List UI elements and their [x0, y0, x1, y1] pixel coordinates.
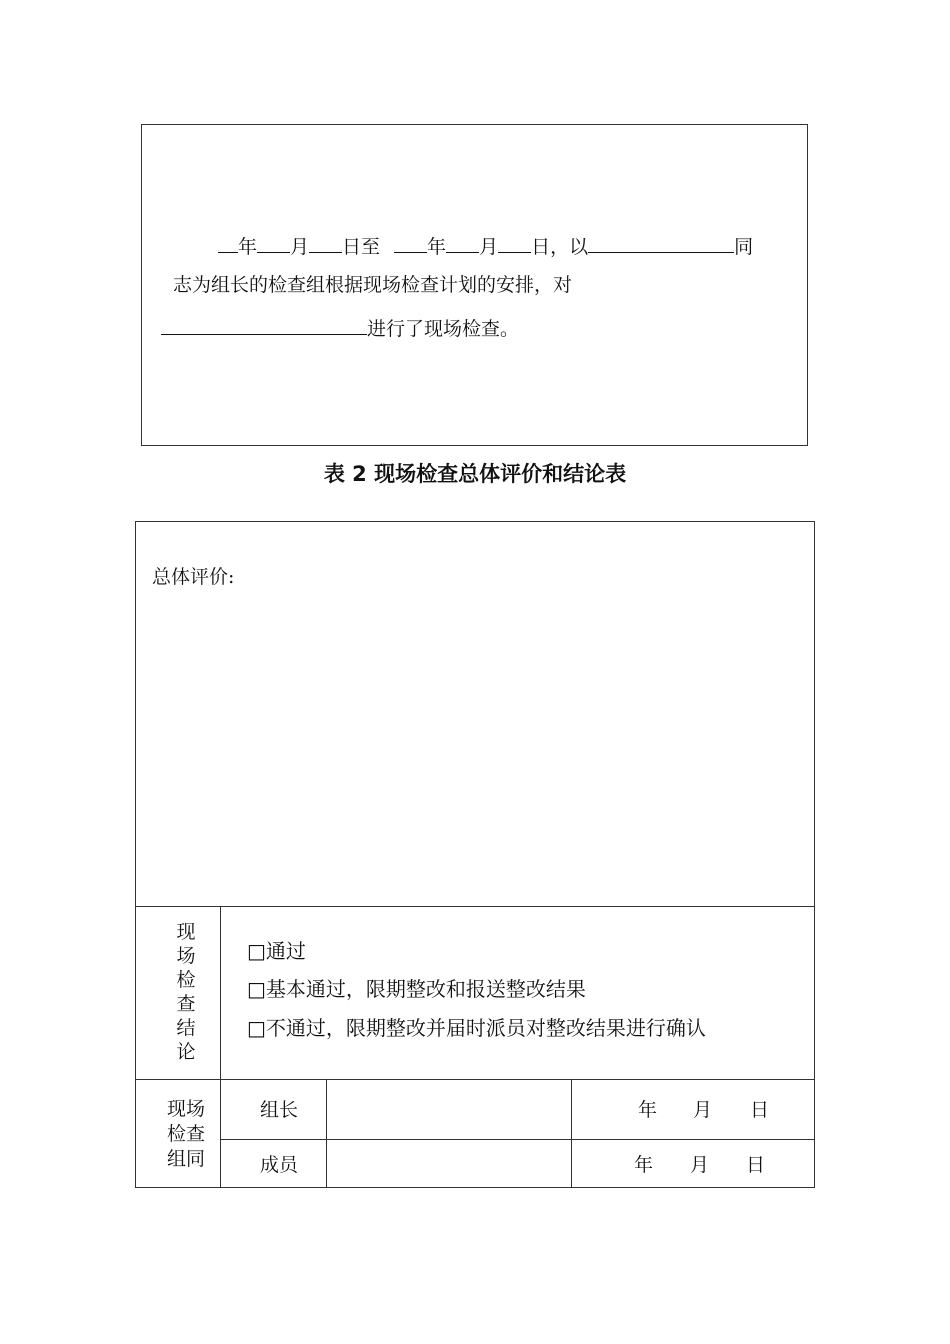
conclusion-char: 查: [176, 993, 196, 1015]
evaluation-table: [135, 521, 815, 1188]
intro-line-3: [161, 314, 519, 341]
conclusion-char: 检: [176, 969, 196, 991]
conclusion-char: 场: [176, 945, 196, 967]
blank-inspected-unit: [161, 314, 367, 335]
blank-year-2: [394, 232, 427, 253]
blank-leader-name: [588, 232, 734, 253]
checkbox-icon[interactable]: □: [247, 1016, 266, 1040]
member-year-label: 年: [634, 1154, 654, 1176]
year-label-2: 年: [427, 236, 447, 258]
option-pass[interactable]: [247, 938, 306, 964]
leader-month-label: 月: [693, 1099, 713, 1121]
leader-day-label: 日: [750, 1099, 770, 1121]
member-month-label: 月: [690, 1154, 710, 1176]
row-divider-3: [220, 1139, 815, 1140]
conclusion-char: 结: [176, 1017, 196, 1039]
conclusion-char: 现: [176, 921, 196, 943]
intro-line-3-text: 进行了现场检查。: [367, 318, 520, 340]
day-comma-label: 日，以: [531, 236, 589, 258]
option-basic-pass-label: 基本通过，限期整改和报送整改结果: [265, 977, 586, 1001]
col-divider-1: [220, 906, 221, 1188]
option-fail[interactable]: [247, 1015, 706, 1041]
leader-year-label: 年: [638, 1099, 658, 1121]
intro-line-2: 志为组长的检查组根据现场检查计划的安排，对: [173, 274, 573, 296]
option-basic-pass[interactable]: [247, 976, 586, 1002]
option-fail-label: 不通过，限期整改并届时派员对整改结果进行确认: [265, 1016, 706, 1040]
col-divider-2: [326, 1079, 327, 1188]
team-label-line: 组同: [166, 1148, 205, 1170]
intro-line-1: [218, 232, 753, 259]
year-label: 年: [238, 236, 258, 258]
team-label: [165, 1097, 207, 1172]
evaluation-label: 总体评价:: [152, 566, 235, 588]
day-to-label: 日至: [342, 236, 381, 258]
col-divider-3: [571, 1079, 572, 1188]
team-label-line: 现场: [166, 1098, 205, 1120]
conclusion-char: 论: [176, 1041, 196, 1063]
tong-label: 同: [734, 236, 754, 258]
conclusion-label: [173, 920, 199, 1064]
option-pass-label: 通过: [265, 939, 306, 963]
member-day-label: 日: [746, 1154, 766, 1176]
blank-day-2: [498, 232, 531, 253]
month-label-2: 月: [479, 236, 499, 258]
role-leader: 组长: [260, 1099, 299, 1121]
team-label-line: 检查: [166, 1123, 205, 1145]
row-divider-2: [135, 1079, 815, 1080]
checkbox-icon[interactable]: □: [247, 939, 266, 963]
blank-month: [257, 232, 290, 253]
row-divider-1: [135, 906, 815, 907]
blank-year: [218, 232, 238, 253]
blank-month-2: [446, 232, 479, 253]
role-member: 成员: [260, 1154, 299, 1176]
blank-day: [309, 232, 342, 253]
table-title: 表 2 现场检查总体评价和结论表: [323, 462, 627, 486]
checkbox-icon[interactable]: □: [247, 977, 266, 1001]
month-label: 月: [290, 236, 310, 258]
